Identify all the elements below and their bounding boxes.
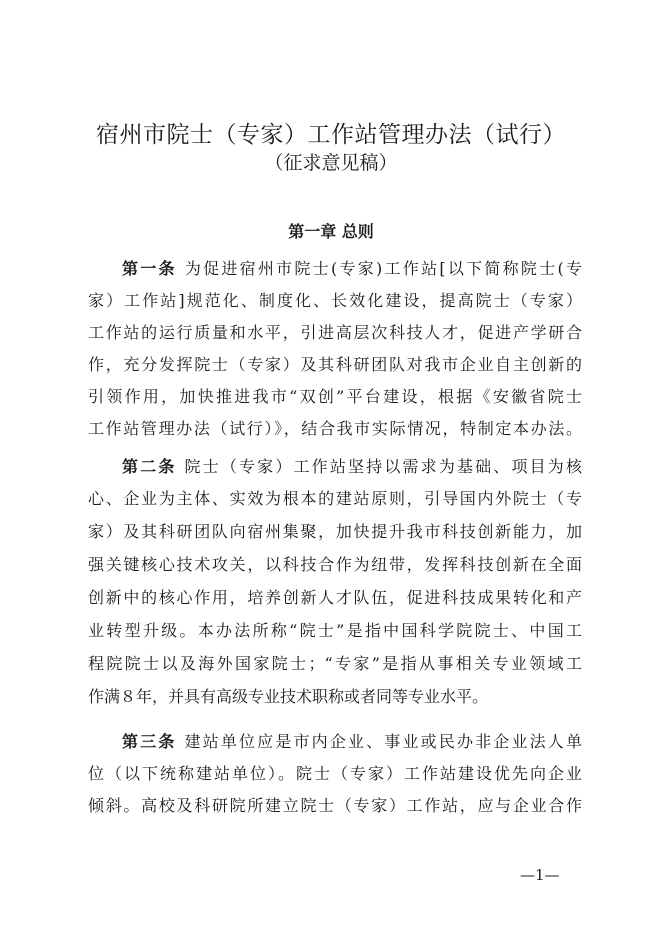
article-line: 第一条 为促进宿州市院士(专家)工作站[以下简称院士(专 bbox=[122, 259, 582, 278]
article-line: 工作站管理办法（试行）》，结合我市实际情况，特制定本办法。 bbox=[88, 419, 582, 438]
article-2 bbox=[88, 451, 582, 713]
article-line: 程院院士以及海外国家院士；“专家”是指从事相关专业领域工 bbox=[88, 654, 582, 673]
document-subtitle: （征求意见稿） bbox=[264, 152, 398, 174]
article-line: 家）及其科研团队向宿州集聚，加快提升我市科技创新能力，加 bbox=[88, 522, 582, 541]
article-line: 强关键核心技术攻关，以科技合作为纽带，发挥科技创新在全面 bbox=[88, 555, 582, 574]
article-line: 作满８年，并具有高级专业技术职称或者同等专业水平。 bbox=[88, 687, 489, 706]
article-line: 倾斜。高校及科研院所建立院士（专家）工作站，应与企业合作 bbox=[88, 796, 582, 815]
document-title: 宿州市院士（专家）工作站管理办法（试行） bbox=[96, 122, 566, 148]
article-line: 心、企业为主体、实效为根本的建站原则，引导国内外院士（专 bbox=[88, 489, 582, 508]
article-line: 第二条 院士（专家）工作站坚持以需求为基础、项目为核 bbox=[122, 457, 582, 476]
article-line: 家）工作站]规范化、制度化、长效化建设，提高院士（专家） bbox=[88, 291, 582, 310]
article-label: 第一条 bbox=[122, 259, 177, 278]
article-line: 位（以下统称建站单位）。院士（专家）工作站建设优先向企业 bbox=[88, 764, 582, 783]
article-3 bbox=[88, 726, 582, 822]
page-number: —1— bbox=[520, 866, 560, 884]
article-label: 第二条 bbox=[122, 457, 177, 476]
article-line: 工作站的运行质量和水平，引进高层次科技人才，促进产学研合 bbox=[88, 323, 582, 342]
article-line: 业转型升级。本办法所称“院士”是指中国科学院院士、中国工 bbox=[88, 621, 582, 640]
article-line: 引领作用，加快推进我市“双创”平台建设，根据《安徽省院士 bbox=[88, 387, 582, 406]
article-label: 第三条 bbox=[122, 732, 177, 751]
chapter-heading: 第一章 总则 bbox=[288, 222, 374, 241]
article-line: 创新中的核心作用，培养创新人才队伍，促进科技成果转化和产 bbox=[88, 588, 582, 607]
article-1 bbox=[88, 253, 582, 445]
article-line: 第三条 建站单位应是市内企业、事业或民办非企业法人单 bbox=[122, 732, 582, 751]
article-line: 作，充分发挥院士（专家）及其科研团队对我市企业自主创新的 bbox=[88, 355, 582, 374]
